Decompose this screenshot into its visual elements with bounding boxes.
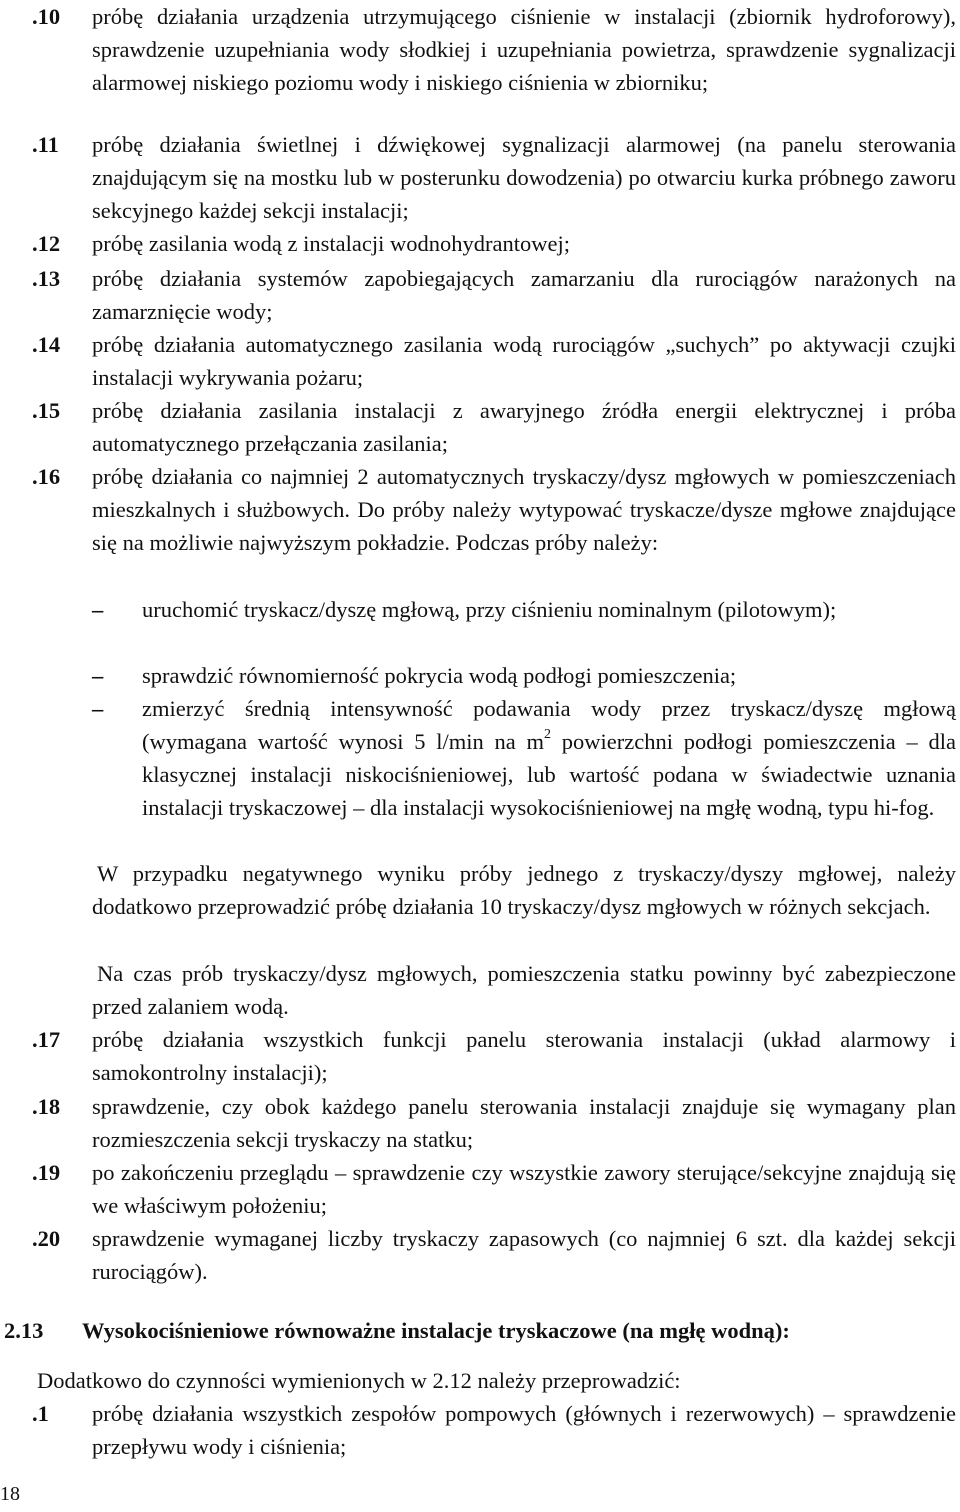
dash-item-text (142, 692, 956, 824)
dash-mark: – (92, 663, 104, 688)
item-text: próbę działania systemów zapobiegających zamarzaniu dla rurociągów narażonych na zamarznięcie wody; (92, 266, 956, 324)
list-item (32, 460, 956, 559)
item-text: próbę zasilania wodą z instalacji wodnohydrantowej; (92, 231, 570, 256)
paragraph: W przypadku negatywnego wyniku próby jednego z tryskaczy/dyszy mgłowej, należy dodatkowo przeprowadzić próbę działania 10 tryskaczy/dysz mgłowych w różnych sekcjach. (92, 861, 956, 919)
list-item (32, 1090, 956, 1156)
item-number: .1 (32, 1401, 49, 1426)
dash-list-item (92, 659, 956, 692)
section-number: 2.13 (4, 1318, 44, 1343)
item-number: .10 (32, 4, 61, 29)
item-text: sprawdzenie, czy obok każdego panelu sterowania instalacji znajduje się wymagany plan rozmieszczenia sekcji tryskaczy na statku; (92, 1094, 956, 1152)
dash-mark: – (92, 597, 104, 622)
page-number: 18 (0, 1483, 20, 1505)
dash-list-item (92, 593, 956, 626)
item-text: próbę działania wszystkich zespołów pompowych (głównych i rezerwowych) – sprawdzenie przepływu wody i ciśnienia; (92, 1401, 956, 1459)
item-number: .15 (32, 398, 61, 423)
section-intro: Dodatkowo do czynności wymienionych w 2.12 należy przeprowadzić: (37, 1368, 681, 1393)
item-number: .20 (32, 1226, 61, 1251)
dash-list-item (92, 692, 956, 824)
list-item (32, 227, 956, 260)
list-item (32, 1156, 956, 1222)
item-text: próbę działania zasilania instalacji z awaryjnego źródła energii elektrycznej i próba automatycznego przełączania zasilania; (92, 398, 956, 456)
dash-text-part: powierzchni podłogi pomieszczenia – dla klasycznej instalacji niskociśnieniowej, lub wartość podana w świadectwie uznania instalacji tryskaczowej – dla instalacji wysokociśnieniowej na mgłę wodną, typu hi-fog. (142, 729, 956, 820)
item-text: próbę działania wszystkich funkcji panelu sterowania instalacji (układ alarmowy i samokontrolny instalacji); (92, 1027, 956, 1085)
item-number: .11 (32, 132, 59, 157)
dash-item-text: sprawdzić równomierność pokrycia wodą podłogi pomieszczenia; (142, 663, 737, 688)
section-title: Wysokociśnieniowe równoważne instalacje tryskaczowe (na mgłę wodną): (82, 1318, 790, 1343)
list-item (32, 328, 956, 394)
item-number: .12 (32, 231, 61, 256)
list-item (32, 394, 956, 460)
item-text: próbę działania urządzenia utrzymującego ciśnienie w instalacji (zbiornik hydroforowy), sprawdzenie uzupełniania wody słodkiej i uzupełniania powietrza, sprawdzenie sygnalizacji alarmowej niskiego poziomu wody i niskiego ciśnienia w zbiorniku; (92, 4, 956, 95)
item-text: po zakończeniu przeglądu – sprawdzenie czy wszystkie zawory sterujące/sekcyjne znajdują się we właściwym położeniu; (92, 1160, 956, 1218)
superscript: 2 (544, 726, 552, 742)
item-text: próbę działania automatycznego zasilania wodą rurociągów „suchych” po aktywacji czujki instalacji wykrywania pożaru; (92, 332, 956, 390)
list-item (32, 128, 956, 227)
section-heading (4, 1314, 956, 1347)
dash-text-part: zmierzyć średnią intensywność podawania wody przez tryskacz/dyszę mgłową (wymagana wartość wynosi 5 l/min na m (142, 696, 956, 754)
item-number: .17 (32, 1027, 61, 1052)
dash-mark: – (92, 696, 104, 721)
item-number: .13 (32, 266, 61, 291)
list-item (32, 0, 956, 99)
list-item (32, 1222, 956, 1288)
list-item (32, 1397, 956, 1463)
item-number: .19 (32, 1160, 61, 1185)
list-item (32, 262, 956, 328)
list-item (32, 1023, 956, 1089)
item-number: .18 (32, 1094, 61, 1119)
item-text: próbę działania co najmniej 2 automatycznych tryskaczy/dysz mgłowych w pomieszczeniach mieszkalnych i służbowych. Do próby należy wytypować tryskacze/dysze mgłowe znajdujące się na możliwie najwyższym pokładzie. Podczas próby należy: (92, 464, 956, 555)
item-text: próbę działania świetlnej i dźwiękowej sygnalizacji alarmowej (na panelu sterowania znajdującym się na mostku lub w posterunku dowodzenia) po otwarciu kurka próbnego zaworu sekcyjnego każdej sekcji instalacji; (92, 132, 956, 223)
item-number: .16 (32, 464, 61, 489)
dash-item-text: uruchomić tryskacz/dyszę mgłową, przy ciśnieniu nominalnym (pilotowym); (142, 597, 837, 622)
item-number: .14 (32, 332, 61, 357)
paragraph: Na czas prób tryskaczy/dysz mgłowych, pomieszczenia statku powinny być zabezpieczone przed zalaniem wodą. (92, 961, 956, 1019)
item-text: sprawdzenie wymaganej liczby tryskaczy zapasowych (co najmniej 6 szt. dla każdej sekcji rurociągów). (92, 1226, 956, 1284)
